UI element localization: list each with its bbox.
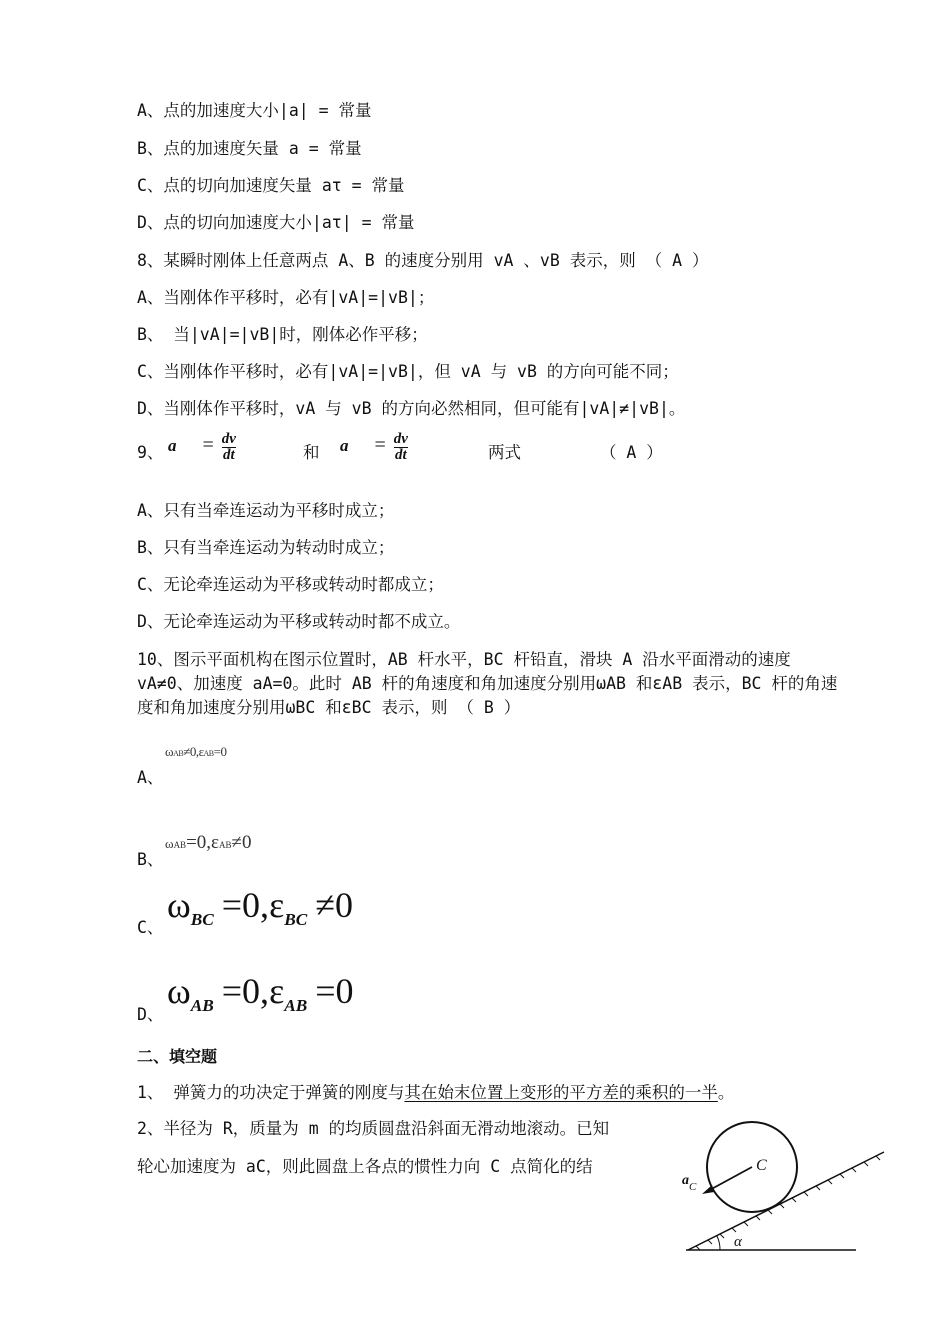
- q9-number: 9、: [137, 443, 164, 462]
- q9-option-b: B、只有当牵连运动为转动时成立；: [137, 538, 395, 557]
- q8-option-a: A、当刚体作平移时，必有|vA|=|vB|；: [137, 288, 435, 307]
- q8-stem: 8、某瞬时刚体上任意两点 A、B 的速度分别用 vA 、vB 表示，则 （ A ）: [137, 251, 709, 270]
- q9-formula2-lhs: a: [340, 436, 349, 456]
- q10-d-end: =0: [315, 971, 354, 1011]
- omega-symbol-b: ω: [165, 836, 174, 851]
- q9-connector: 和: [303, 443, 320, 462]
- sub-ab-d2: AB: [284, 995, 308, 1015]
- fill-q2-line-2: 轮心加速度为 aC，则此圆盘上各点的惯性力向 C 点简化的结: [137, 1157, 593, 1176]
- q7-option-d: D、点的切向加速度大小|aτ| = 常量: [137, 213, 415, 232]
- q9-formula1-lhs: a: [168, 436, 177, 456]
- q9-formula1-den: dt: [223, 447, 235, 463]
- sub-ab: AB: [173, 749, 184, 758]
- sub-ab-d1: AB: [190, 995, 214, 1015]
- q9-formula2-den: dt: [395, 447, 407, 463]
- q8-option-b: B、 当|vA|=|vB|时，刚体必作平移；: [137, 325, 428, 344]
- angle-label: α: [734, 1234, 742, 1250]
- q10-label-b: B、: [137, 850, 164, 869]
- epsilon-symbol-d: ε: [269, 971, 285, 1011]
- sub-bc-2: BC: [284, 909, 308, 929]
- q9-formula2-num: dv: [393, 431, 408, 447]
- q10-c-end: ≠0: [315, 885, 353, 925]
- q7-option-b: B、点的加速度矢量 a = 常量: [137, 139, 362, 158]
- fill-q1-answer: 其在始末位置上变形的平方差的乘积的一半: [404, 1083, 718, 1102]
- epsilon-symbol-c: ε: [269, 885, 285, 925]
- fill-q1: [137, 1082, 734, 1104]
- angle-arc: [717, 1236, 720, 1250]
- q10-a-end: =0: [213, 744, 227, 759]
- fill-q1-suffix: 。: [717, 1083, 735, 1102]
- section-heading: 二、填空题: [137, 1047, 218, 1066]
- q10-line-1: 10、图示平面机构在图示位置时，AB 杆水平，BC 杆铅直，滑块 A 沿水平面滑动的速度: [137, 650, 791, 669]
- accel-arrow-head: [702, 1185, 714, 1194]
- rolling-disc-figure: [676, 1112, 886, 1262]
- q10-label-a: A、: [137, 768, 164, 787]
- q10-b-mid: =0,ε: [186, 832, 220, 853]
- omega-symbol-d: ω: [167, 971, 191, 1011]
- q10-option-a-formula: [165, 744, 227, 760]
- omega-symbol: ω: [165, 744, 174, 759]
- sub-ab-b2: AB: [219, 840, 232, 850]
- q10-label-c: C、: [137, 918, 164, 937]
- q7-option-a: A、点的加速度大小|a| = 常量: [137, 101, 372, 120]
- q9-option-c: C、无论牵连运动为平移或转动时都成立；: [137, 575, 444, 594]
- q10-line-2: vA≠0、加速度 aA=0。此时 AB 杆的角速度和角加速度分别用ωAB 和εAB 表示，BC 杆的角速: [137, 674, 838, 693]
- q10-option-d-formula: [167, 970, 354, 1016]
- q10-option-c-formula: [167, 884, 353, 930]
- fill-q2-line-1: 2、半径为 R，质量为 m 的均质圆盘沿斜面无滑动地滚动。已知: [137, 1119, 610, 1138]
- q10-option-b-formula: [165, 832, 251, 854]
- q10-label-d: D、: [137, 1005, 164, 1024]
- accel-sub-label: C: [689, 1181, 697, 1193]
- q10-c-mid: =0,: [221, 885, 270, 925]
- q9-option-a: A、只有当牵连运动为平移时成立；: [137, 501, 395, 520]
- incline-line: [688, 1152, 884, 1250]
- q9-tail: 两式: [488, 443, 521, 462]
- q10-d-mid: =0,: [221, 971, 270, 1011]
- q9-formula-1: a = $\frac{dv}{dt}$: [168, 431, 236, 463]
- accel-label: a: [682, 1173, 689, 1188]
- omega-symbol-c: ω: [167, 885, 191, 925]
- fill-q1-prefix: 1、 弹簧力的功决定于弹簧的刚度与: [137, 1083, 405, 1102]
- disc-center-label: C: [756, 1157, 767, 1174]
- sub-ab-2: AB: [203, 749, 214, 758]
- q8-option-d: D、当刚体作平移时，vA 与 vB 的方向必然相同，但可能有|vA|≠|vB|。: [137, 399, 686, 418]
- q9-formula-2: a = $\frac{dv}{dt}$: [340, 431, 408, 463]
- q9-answer: （ A ）: [600, 443, 663, 462]
- q10-line-3: 度和角加速度分别用ωBC 和εBC 表示，则 （ B ）: [137, 698, 521, 717]
- sub-ab-b: AB: [173, 840, 187, 850]
- q10-a-mid: ≠0,ε: [183, 744, 204, 759]
- q7-option-c: C、点的切向加速度矢量 aτ = 常量: [137, 176, 405, 195]
- q10-b-end: ≠0: [231, 832, 252, 853]
- q9-formula1-num: dv: [221, 431, 236, 447]
- q9-option-d: D、无论牵连运动为平移或转动时都不成立。: [137, 612, 461, 631]
- q8-option-c: C、当刚体作平移时，必有|vA|=|vB|，但 vA 与 vB 的方向可能不同；: [137, 362, 679, 381]
- sub-bc-1: BC: [190, 909, 214, 929]
